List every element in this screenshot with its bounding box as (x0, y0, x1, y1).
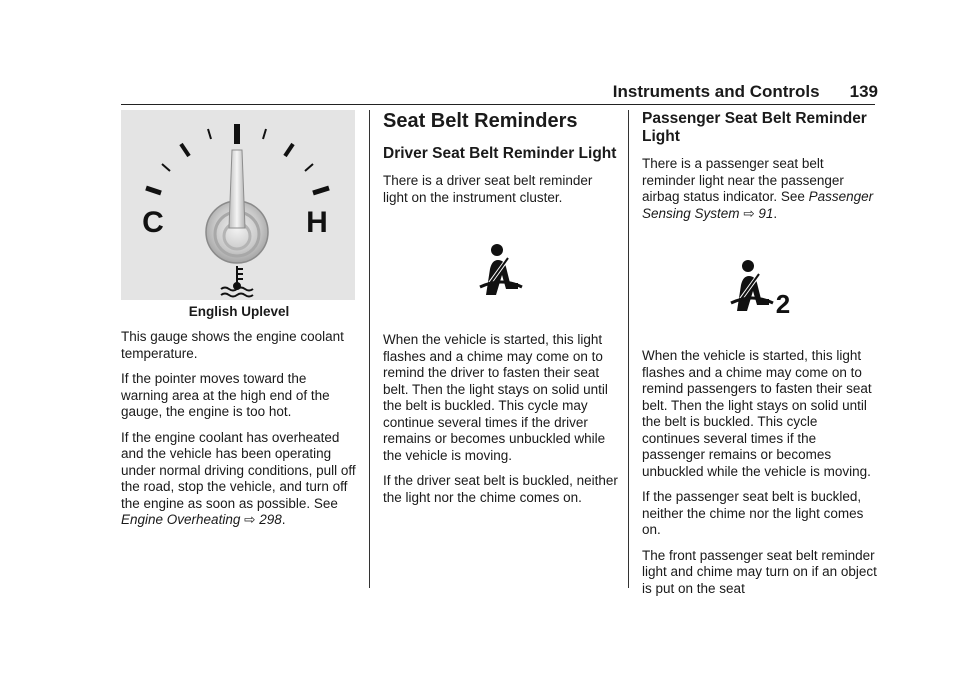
paragraph-text: There is a passenger seat belt reminder light near the passenger airbag status indicator. See (642, 156, 844, 204)
section-heading: Passenger Seat Belt Reminder Light (642, 110, 867, 145)
passenger-number: 2 (775, 289, 791, 315)
passenger-seat-belt-icon (727, 259, 793, 315)
paragraph: If the pointer moves toward the warning area at the high end of the gauge, the engine is too hot. (121, 371, 330, 419)
section-title: Instruments and Controls (612, 82, 820, 101)
column-2 (383, 110, 619, 515)
page-header (596, 82, 878, 102)
page-reference[interactable]: 298 (259, 512, 282, 527)
page-number: 139 (849, 82, 878, 101)
page-reference-icon: ⇨ (244, 512, 256, 527)
paragraph: When the vehicle is started, this light flashes and a chime may come on to remind the driver to fasten their seat belt. Then the light stays on solid until the belt is buckled. This cycle may continue several times if the driver remains or becomes unbuckled while the vehicle is moving. (383, 332, 608, 463)
paragraph (121, 430, 357, 529)
page-reference-icon: ⇨ (743, 205, 755, 221)
svg-text:C: C (142, 206, 164, 239)
paragraph: This gauge shows the engine coolant temperature. (121, 329, 344, 361)
seat-belt-icon-area (383, 216, 619, 326)
paragraph: If the driver seat belt is buckled, neither the light nor the chime comes on. (383, 473, 618, 505)
section-heading: Seat Belt Reminders (383, 110, 578, 132)
paragraph: There is a driver seat belt reminder light on the instrument cluster. (383, 173, 593, 205)
subsection-heading: Driver Seat Belt Reminder Light (383, 145, 617, 162)
coolant-gauge-icon (121, 110, 355, 300)
header-rule (121, 104, 875, 105)
paragraph: If the passenger seat belt is buckled, neither the chime nor the light comes on. (642, 489, 864, 537)
column-divider-2 (628, 110, 629, 588)
hot-label (306, 206, 328, 239)
gauge-caption: English Uplevel (188, 304, 290, 319)
seat-belt-icon (476, 243, 526, 299)
column-3 (642, 110, 878, 606)
column-divider-1 (369, 110, 370, 588)
coolant-gauge-image (121, 110, 355, 300)
paragraph-end: . (773, 205, 778, 221)
paragraph: The front passenger seat belt reminder light and chime may turn on if an object is put on the seat (642, 547, 877, 596)
column-1 (121, 110, 357, 538)
paragraph: When the vehicle is started, this light flashes and a chime may come on to remind passengers to fasten their seat belt. Then the light stays on solid until the belt is buckled. This cycle continues several times if the passenger remains or becomes unbuckled while the vehicle is moving. (642, 348, 872, 479)
engine-overheating-link[interactable]: Engine Overheating (121, 512, 241, 527)
paragraph (642, 156, 878, 222)
passenger-sensing-link[interactable]: Passenger Sensing System (642, 189, 874, 221)
page-reference[interactable]: 91 (758, 205, 774, 221)
paragraph-text: If the engine coolant has overheated and the vehicle has been operating under normal driving conditions, pull off the road, stop the vehicle, and turn off the engine as soon as possible. See (121, 429, 356, 511)
coolant-temperature-icon (221, 266, 253, 297)
passenger-seat-belt-icon-area (642, 232, 878, 342)
cold-label (142, 206, 164, 239)
svg-text:H: H (306, 206, 328, 239)
paragraph-end: . (281, 512, 286, 527)
